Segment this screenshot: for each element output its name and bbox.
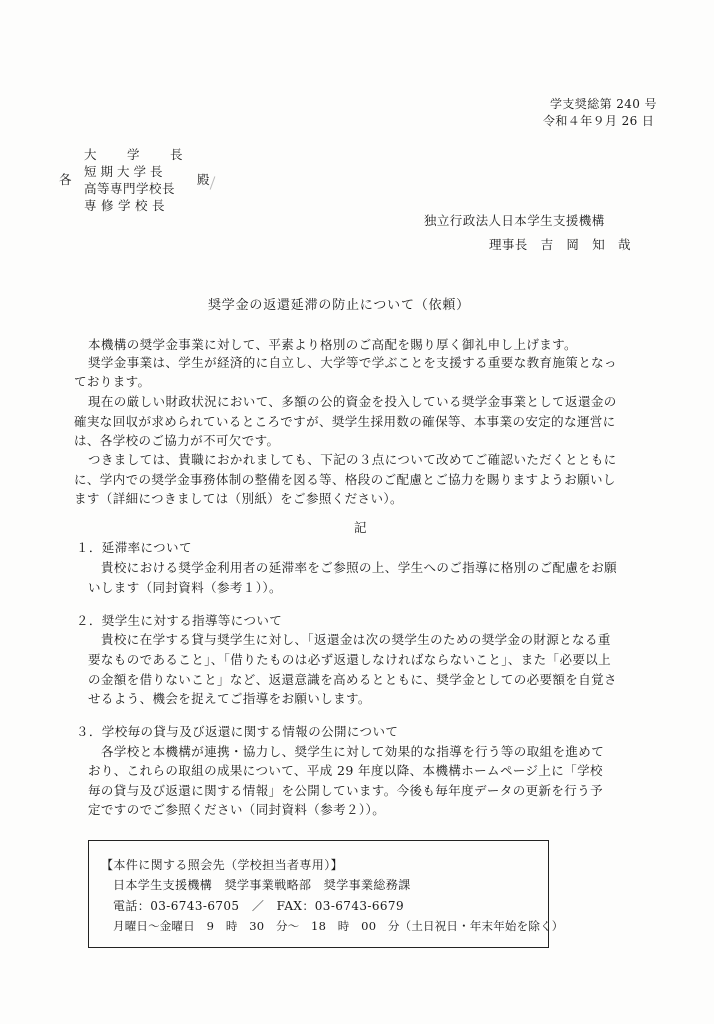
section-line: せるよう、機会を捉えてご指導をお願いします。 xyxy=(88,691,371,706)
addressee-line: 高等専門学校長 xyxy=(84,181,176,196)
body-line: つきましては、貴職におかれましても、下記の３点について改めてご確認いただくとともに xyxy=(88,452,617,467)
body-line: に、学内での奨学金事務体制の整備を図る等、格段のご配慮とご協力を賜りますようお願いし xyxy=(74,472,616,487)
section-line: 定ですのでご参照ください（同封資料（参考２））。 xyxy=(88,802,386,817)
body-line: ております。 xyxy=(74,374,151,389)
section-line: の金額を借りないこと」など、返還意識を高めるとともに、奨学金としての必要額を自覚さ xyxy=(88,672,617,687)
body-line: 本機構の奨学金事業に対して、平素より格別のご高配を賜り厚く御礼申し上げます。 xyxy=(88,337,577,352)
body-line: は、各学校のご協力が不可欠です。 xyxy=(74,433,280,448)
body-line: 現在の厳しい財政状況において、多額の公的資金を投入している奨学金事業として返還金の xyxy=(88,394,617,409)
section-heading: ３．学校毎の貸与及び返還に関する情報の公開について xyxy=(76,724,399,739)
body-line: 確実な回収が求められているところですが、奨学生採用数の確保等、本事業の安定的な運営に xyxy=(74,414,616,429)
section-heading: ２．奨学生に対する指導等について xyxy=(76,613,283,628)
body-line: 奨学金事業は、学生が経済的に自立し、大学等で学ぶことを支援する重要な教育施策となっ xyxy=(88,355,617,370)
body-line: ます（詳細につきましては（別紙）をご参照ください）。 xyxy=(74,491,403,506)
section-line: 貴校に在学する貸与奨学生に対し、「返還金は次の奨学生のための奨学金の財源となる重 xyxy=(101,632,611,647)
section-line: 貴校における奨学金利用者の延滞率をご参照の上、学生へのご指導に格別のご配慮をお願 xyxy=(101,560,618,575)
issue-date: 令和４年９月 26 日 xyxy=(543,114,655,128)
section-line: 各学校と本機構が連携・協力し、奨学生に対して効果的な指導を行う等の取組を進めて xyxy=(101,744,605,759)
addressee-line: 短期大学長 xyxy=(84,164,167,179)
section-line: 毎の貸与及び返還に関する情報」を公開しています。今後も毎年度データの更新を行う予 xyxy=(88,783,604,798)
addressee-line: 大 学 長 xyxy=(84,147,192,162)
sender-organization: 独立行政法人日本学生支援機構 xyxy=(424,213,605,228)
addressee-line: 専修学校長 xyxy=(84,198,170,213)
sender-person: 理事長 吉 岡 知 哉 xyxy=(489,237,631,252)
contact-phone-fax: 電話：03-6743-6705 ／ FAX：03-6743-6679 xyxy=(113,899,405,913)
ki-marker: 記 xyxy=(354,520,367,535)
contact-hours: 月曜日～金曜日 9 時 30 分～ 18 時 00 分（土日祝日・年末年始を除く） xyxy=(113,919,564,933)
addressee-prefix: 各 xyxy=(59,172,72,187)
scan-artifact xyxy=(210,176,216,189)
section-heading: １．延滞率について xyxy=(76,540,192,555)
addressee-suffix: 殿 xyxy=(197,172,210,187)
section-line: いします（同封資料（参考１））。 xyxy=(88,580,282,595)
document-number: 学支奨総第 240 号 xyxy=(550,97,657,111)
document-title: 奨学金の返還延滞の防止について（依頼） xyxy=(208,298,470,313)
section-line: おり、これらの取組の成果について、平成 29 年度以降、本機構ホームページ上に「学校 xyxy=(88,763,603,778)
contact-heading: 【本件に関する照会先（学校担当者専用）】 xyxy=(101,858,344,872)
section-line: 要なものであること」、「借りたものは必ず返還しなければならないこと」、また「必要以上 xyxy=(88,652,612,667)
contact-department: 日本学生支援機構 奨学事業戦略部 奨学事業総務課 xyxy=(113,878,411,892)
